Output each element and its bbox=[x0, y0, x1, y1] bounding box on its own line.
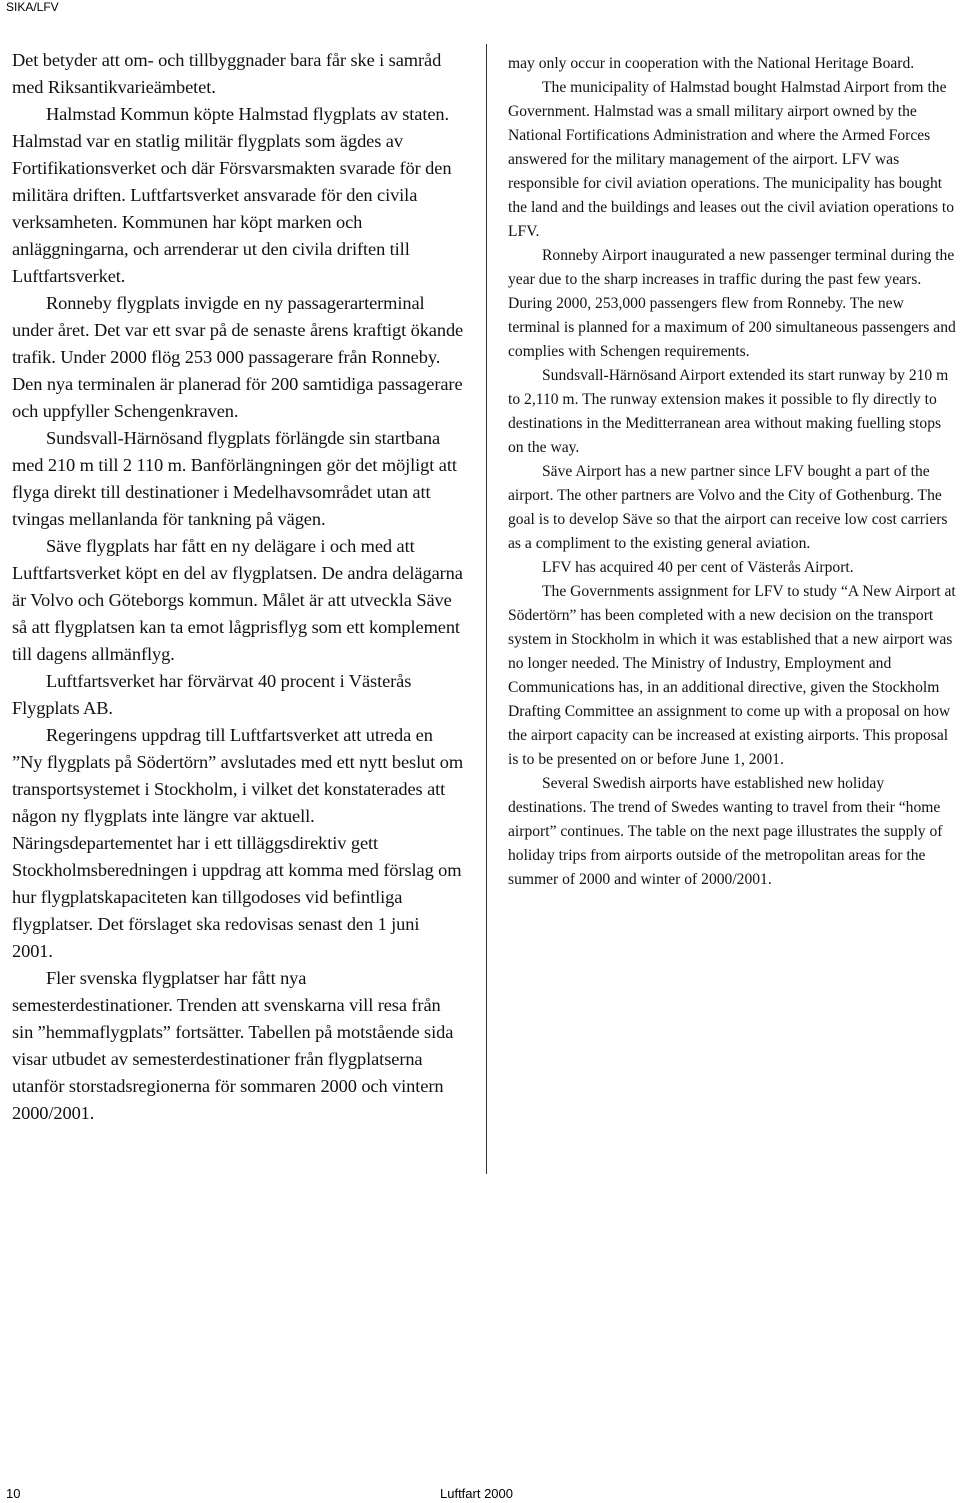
sv-paragraph: Säve flygplats har fått en ny delägare i och med att Luftfartsverket köpt en del av flygplatsen. De andra delägarna är Volvo och Göteborgs kommun. Målet är att utveckla Säve så att flygplatsen kan ta emot lågprisflyg som ett komplement till dagens allmänflyg. bbox=[12, 536, 463, 664]
sv-paragraph: Ronneby flygplats invigde en ny passagerarterminal under året. Det var ett svar på de senaste årens kraftigt ökande trafik. Under 2000 flög 253 000 passagerare från Ronneby. Den nya terminalen är planerad för 200 samtidiga passagerare och uppfyller Schengenkraven. bbox=[12, 293, 464, 421]
english-column bbox=[508, 52, 958, 892]
sv-paragraph: Regeringens uppdrag till Luftfartsverket att utreda en ”Ny flygplats på Södertörn” avslutades med ett nytt beslut om transportsystemet i Stockholm, i vilket det konstaterades att någon ny flygplats inte längre var aktuell. Näringsdepartementet har i ett tilläggsdirektiv gett Stockholmsberedningen i uppdrag att komma med förslag om hur flygplatskapaciteten kan tillgodoses vid befintliga flygplatser. Det förslaget ska redovisas senast den 1 juni 2001. bbox=[12, 725, 464, 961]
en-paragraph: LFV has acquired 40 per cent of Västerås Airport. bbox=[542, 559, 854, 576]
header-tag: SIKA/LFV bbox=[6, 0, 59, 14]
sv-paragraph: Sundsvall-Härnösand flygplats förlängde sin startbana med 210 m till 2 110 m. Banförlängningen gör det möjligt att flyga direkt till destinationer i Medelhavsområdet utan att tvingas mellanlanda för tankning på vägen. bbox=[12, 428, 457, 529]
page-number: 10 bbox=[6, 1486, 21, 1501]
en-paragraph: The municipality of Halmstad bought Halmstad Airport from the Government. Halmstad was a small military airport owned by the National Fortifications Administration and where the Armed Forces answered for the military management of the airport. LFV was responsible for civil aviation operations. The municipality has bought the land and the buildings and leases out the civil aviation operations to LFV. bbox=[508, 79, 955, 240]
en-paragraph: Ronneby Airport inaugurated a new passenger terminal during the year due to the sharp increases in traffic during the past few years. During 2000, 253,000 passengers flew from Ronneby. The new terminal is planned for a maximum of 200 simultaneous passengers and complies with Schengen requirements. bbox=[508, 247, 956, 360]
sv-paragraph: Luftfartsverket har förvärvat 40 procent i Västerås Flygplats AB. bbox=[12, 671, 412, 718]
sv-paragraph: Det betyder att om- och tillbyggnader bara får ske i samråd med Riksantikvarieämbetet. bbox=[12, 50, 442, 97]
swedish-column bbox=[12, 47, 464, 1127]
en-paragraph: Several Swedish airports have established new holiday destinations. The trend of Swedes wanting to travel from their “home airport” continues. The table on the next page illustrates the supply of holiday trips from airports outside of the metropolitan areas for the summer of 2000 and winter of 2000/2001. bbox=[508, 775, 943, 888]
en-paragraph: Säve Airport has a new partner since LFV bought a part of the airport. The other partners are Volvo and the City of Gothenburg. The goal is to develop Säve so that the airport can receive low cost carriers as a compliment to the existing general aviation. bbox=[508, 463, 948, 552]
en-paragraph: The Governments assignment for LFV to study “A New Airport at Södertörn” has been completed with a new decision on the transport system in Stockholm in which it was established that a new airport was no longer needed. The Ministry of Industry, Employment and Communications has, in an additional directive, given the Stockholm Drafting Committee an assignment to come up with a proposal on how the airport capacity can be increased at existing airports. This proposal is to be presented on or before June 1, 2001. bbox=[508, 583, 956, 768]
sv-paragraph: Halmstad Kommun köpte Halmstad flygplats av staten. Halmstad var en statlig militär flygplats som ägdes av Fortifikationsverket och där Försvarsmakten svarade för den militära driften. Luftfartsverket ansvarade för den civila verksamheten. Kommunen har köpt marken och anläggningarna, och arrenderar ut den civila driften till Luftfartsverket. bbox=[12, 104, 452, 286]
publication-title: Luftfart 2000 bbox=[440, 1486, 513, 1501]
en-paragraph: Sundsvall-Härnösand Airport extended its start runway by 210 m to 2,110 m. The runway extension makes it possible to fly directly to destinations in the Meditterranean area without making fuelling stops on the way. bbox=[508, 367, 949, 456]
en-paragraph: may only occur in cooperation with the National Heritage Board. bbox=[508, 55, 915, 72]
sv-paragraph: Fler svenska flygplatser har fått nya semesterdestinationer. Trenden att svenskarna vill resa från sin ”hemmaflygplats” fortsätter. Tabellen på motstående sida visar utbudet av semesterdestinationer från flygplatserna utanför storstadsregionerna för sommaren 2000 och vintern 2000/2001. bbox=[12, 968, 454, 1123]
column-divider bbox=[486, 44, 487, 1174]
